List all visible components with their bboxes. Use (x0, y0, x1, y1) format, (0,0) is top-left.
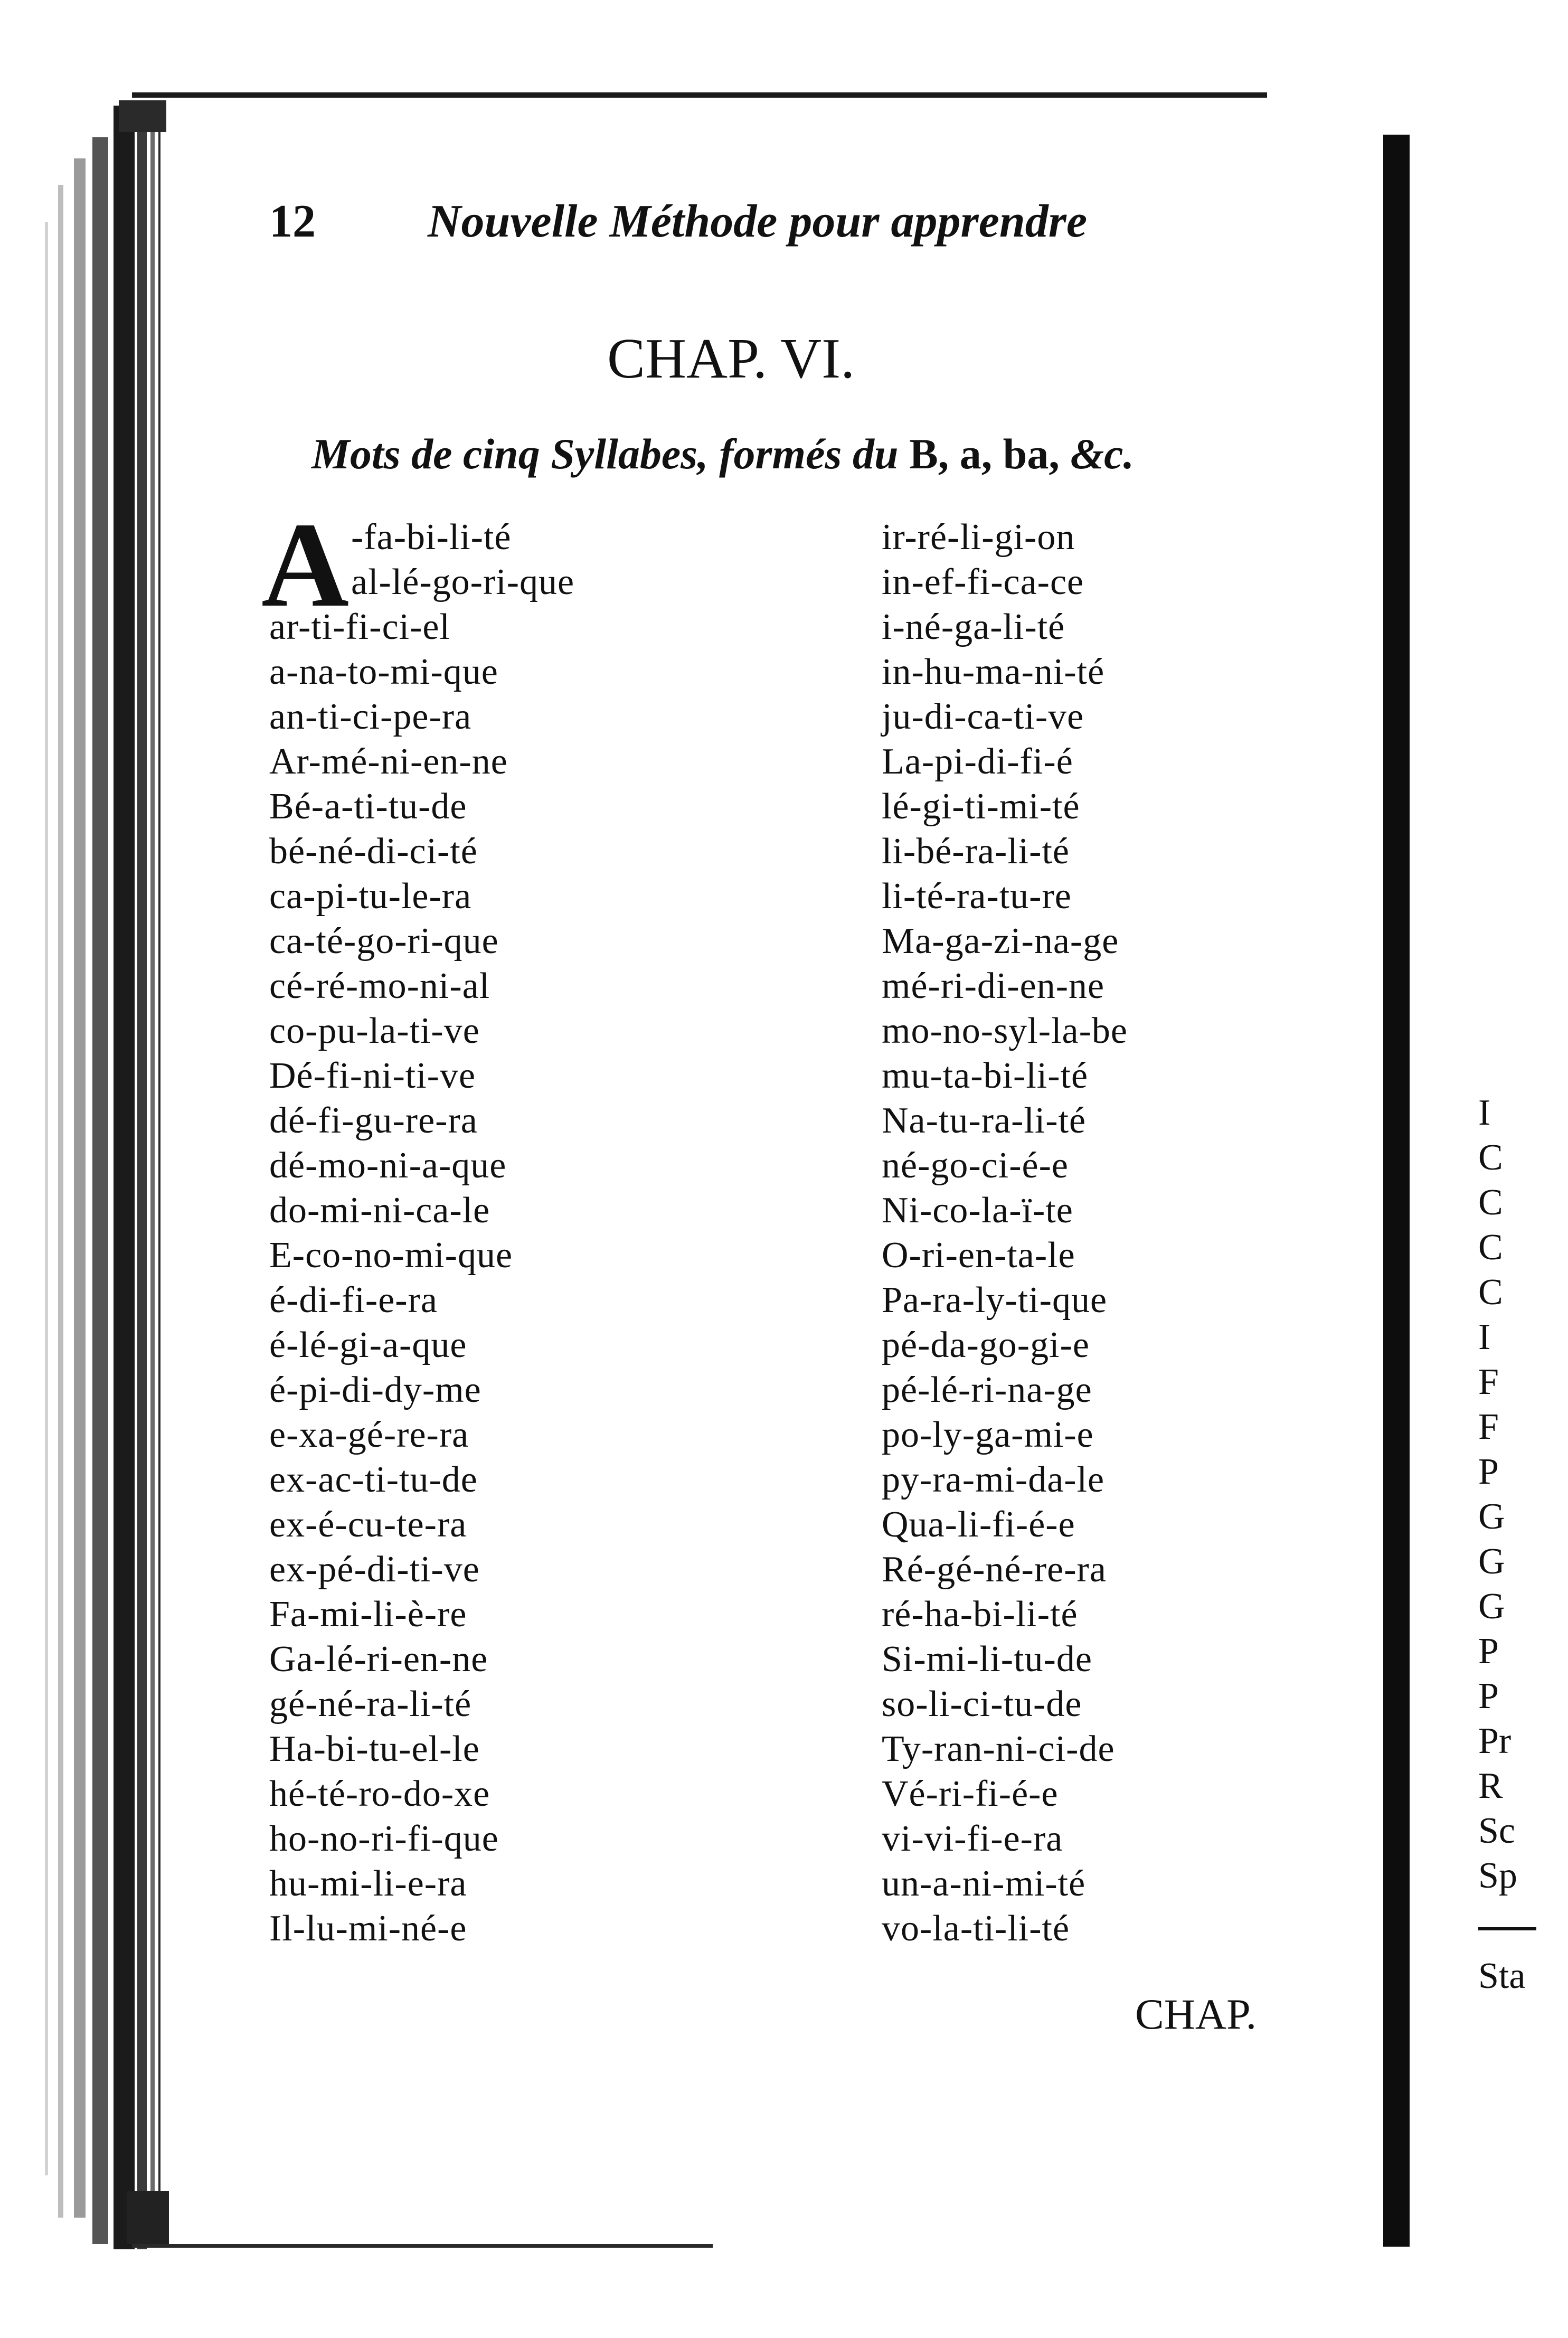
word-entry: in-ef-fi-ca-ce (882, 562, 1084, 602)
word-entry: an-ti-ci-pe-ra (269, 696, 472, 737)
facing-page-rule (1478, 1927, 1536, 1930)
word-entry: Ar-mé-ni-en-ne (269, 741, 508, 782)
page-top-edge (132, 92, 1267, 98)
word-entry: E-co-no-mi-que (269, 1235, 513, 1276)
word-entry: é-pi-di-dy-me (269, 1370, 481, 1410)
word-entry: a-na-to-mi-que (269, 652, 498, 692)
facing-page-fragment (1478, 1090, 1568, 1898)
word-entry: Pa-ra-ly-ti-que (882, 1280, 1108, 1321)
facing-page-letter: I (1478, 1317, 1491, 1357)
word-entry: Ni-co-la-ï-te (882, 1190, 1073, 1231)
subtitle-italic: Mots de cinq Syllabes, formés du (311, 430, 899, 478)
word-entry: vo-la-ti-li-té (882, 1908, 1070, 1949)
word-entry: Ty-ran-ni-ci-de (882, 1729, 1115, 1769)
facing-page-letter: P (1478, 1631, 1499, 1672)
word-entry: e-xa-gé-re-ra (269, 1415, 469, 1455)
word-entry: dé-mo-ni-a-que (269, 1145, 507, 1186)
word-entry: pé-da-go-gi-e (882, 1325, 1090, 1365)
word-entry: pé-lé-ri-na-ge (882, 1370, 1092, 1410)
facing-page-letter: G (1478, 1541, 1505, 1582)
facing-page-letter: C (1478, 1272, 1503, 1313)
subtitle-etc: &c. (1059, 430, 1135, 478)
facing-page-letter: I (1478, 1092, 1491, 1133)
word-entry: Vé-ri-fi-é-e (882, 1774, 1059, 1814)
word-entry: in-hu-ma-ni-té (882, 652, 1105, 692)
word-entry: Dé-fi-ni-ti-ve (269, 1055, 476, 1096)
running-title: Nouvelle Méthode pour apprendre (428, 196, 1088, 247)
page-bottom-edge (132, 2244, 713, 2248)
word-entry: O-ri-en-ta-le (882, 1235, 1075, 1276)
word-entry: ca-té-go-ri-que (269, 921, 499, 961)
binding-texture (0, 0, 174, 2338)
word-entry: dé-fi-gu-re-ra (269, 1100, 478, 1141)
chapter-title: CHAP. VI. (607, 327, 855, 390)
facing-page-letter: F (1478, 1362, 1499, 1402)
page-gutter-shadow (1383, 135, 1410, 2247)
word-entry: ar-ti-fi-ci-el (269, 607, 450, 647)
facing-page-letter: Pr (1478, 1721, 1512, 1761)
word-entry: Na-tu-ra-li-té (882, 1100, 1087, 1141)
word-entry: ho-no-ri-fi-que (269, 1818, 499, 1859)
word-entry: Bé-a-ti-tu-de (269, 786, 467, 827)
word-entry: al-lé-go-ri-que (351, 562, 575, 602)
subtitle-letters: B, a, ba, (898, 430, 1060, 478)
page-number: 12 (269, 196, 316, 247)
word-entry: né-go-ci-é-e (882, 1145, 1069, 1186)
word-entry: Ré-gé-né-re-ra (882, 1549, 1107, 1590)
word-entry: ex-pé-di-ti-ve (269, 1549, 480, 1590)
word-entry: li-té-ra-tu-re (882, 876, 1072, 917)
word-entry: co-pu-la-ti-ve (269, 1011, 480, 1051)
word-entry: mu-ta-bi-li-té (882, 1055, 1089, 1096)
word-list-right (882, 515, 1128, 1951)
word-entry: hé-té-ro-do-xe (269, 1774, 490, 1814)
facing-page-letter: G (1478, 1586, 1505, 1627)
word-entry: Il-lu-mi-né-e (269, 1908, 467, 1949)
word-entry: po-ly-ga-mi-e (882, 1415, 1094, 1455)
word-entry: un-a-ni-mi-té (882, 1863, 1086, 1904)
word-entry: bé-né-di-ci-té (269, 831, 478, 872)
chapter-subtitle (311, 422, 1262, 486)
word-list-left (269, 515, 574, 1951)
page-header (269, 190, 1167, 253)
word-entry: Qua-li-fi-é-e (882, 1504, 1075, 1545)
word-entry: mo-no-syl-la-be (882, 1011, 1128, 1051)
facing-page-letter: F (1478, 1407, 1499, 1447)
word-entry: i-né-ga-li-té (882, 607, 1065, 647)
word-entry: gé-né-ra-li-té (269, 1684, 472, 1724)
word-entry: ca-pi-tu-le-ra (269, 876, 472, 917)
word-entry: Fa-mi-li-è-re (269, 1594, 467, 1635)
word-entry: mé-ri-di-en-ne (882, 966, 1105, 1006)
word-entry: Ma-ga-zi-na-ge (882, 921, 1119, 961)
word-entry: ju-di-ca-ti-ve (882, 696, 1084, 737)
word-entry: so-li-ci-tu-de (882, 1684, 1082, 1724)
word-entry: ex-é-cu-te-ra (269, 1504, 467, 1545)
word-entry: -fa-bi-li-té (351, 517, 512, 558)
facing-page-letter: R (1478, 1766, 1503, 1806)
facing-page-letter: C (1478, 1227, 1503, 1268)
word-entry: hu-mi-li-e-ra (269, 1863, 467, 1904)
drop-cap-letter: A (261, 497, 350, 632)
catchword: CHAP. (1135, 1990, 1257, 2038)
word-entry: do-mi-ni-ca-le (269, 1190, 490, 1231)
book-binding-edge (0, 0, 174, 2338)
word-entry: li-bé-ra-li-té (882, 831, 1070, 872)
facing-page-letter: P (1478, 1451, 1499, 1492)
facing-page-letter: G (1478, 1496, 1505, 1537)
word-entry: Ga-lé-ri-en-ne (269, 1639, 488, 1680)
word-entry: ex-ac-ti-tu-de (269, 1459, 478, 1500)
word-entry: ré-ha-bi-li-té (882, 1594, 1078, 1635)
facing-page-letter: C (1478, 1137, 1503, 1178)
facing-page-letter: C (1478, 1182, 1503, 1223)
word-entry: lé-gi-ti-mi-té (882, 786, 1080, 827)
word-entry: Ha-bi-tu-el-le (269, 1729, 480, 1769)
word-entry: é-lé-gi-a-que (269, 1325, 467, 1365)
word-entry: py-ra-mi-da-le (882, 1459, 1105, 1500)
word-entry: vi-vi-fi-e-ra (882, 1818, 1063, 1859)
word-entry: é-di-fi-e-ra (269, 1280, 438, 1321)
word-entry: La-pi-di-fi-é (882, 741, 1073, 782)
facing-page-letter: Sc (1478, 1811, 1515, 1851)
facing-page-letter: P (1478, 1676, 1499, 1717)
facing-page-letter: Sp (1478, 1855, 1517, 1896)
word-entry: Si-mi-li-tu-de (882, 1639, 1092, 1680)
word-entry: cé-ré-mo-ni-al (269, 966, 490, 1006)
word-entry: ir-ré-li-gi-on (882, 517, 1075, 558)
facing-page-tail: Sta (1478, 1956, 1526, 1996)
